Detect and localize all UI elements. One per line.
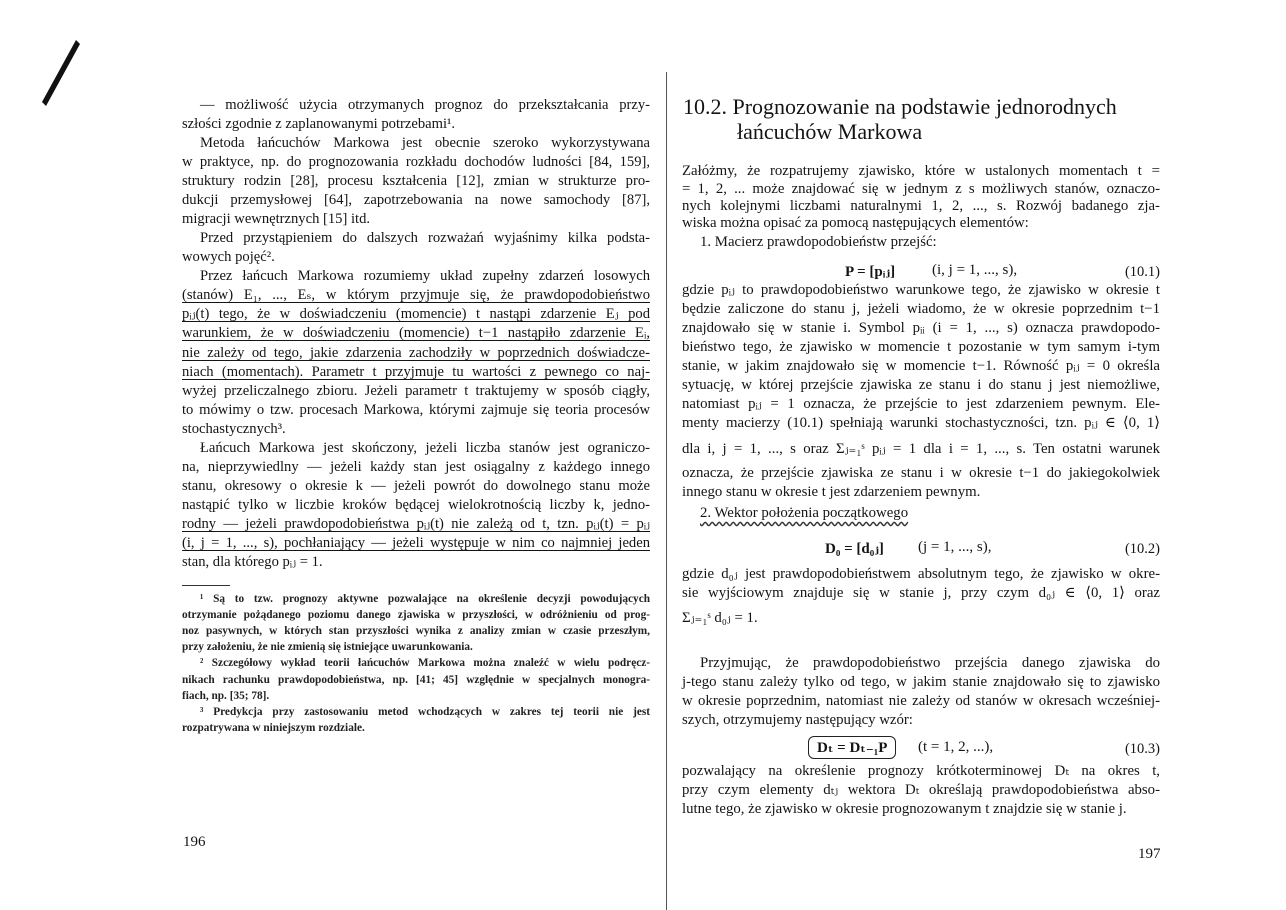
text-line: sytuację, w której przejście zjawiska ze stanu i do stanu j jest niemożliwe, bbox=[682, 377, 1160, 393]
text-line: stanu, okresowy o okresie k — jeżeli powrót do dowolnego stanu może bbox=[182, 478, 650, 494]
equation-formula: P = [pᵢⱼ] bbox=[845, 264, 896, 280]
section-heading-line1: 10.2. Prognozowanie na podstawie jednorodnych bbox=[683, 94, 1117, 119]
page-number-left: 196 bbox=[183, 834, 206, 850]
text-line: menty macierzy (10.1) spełniają warunki stochastyczności, tzn. pᵢⱼ ∈ ⟨0, 1⟩ bbox=[682, 415, 1160, 431]
footnote-line: fiach, np. [35; 78]. bbox=[182, 690, 270, 702]
text-line: szych, otrzymujemy następujący wzór: bbox=[682, 712, 913, 728]
footnote-line: ³ Predykcja przy zastosowaniu metod wchodzących w zakres tej teorii nie jest bbox=[200, 706, 650, 718]
text-line: nie zależy od tego, jakie zdarzenia zachodziły w poprzednich doświadcze- bbox=[182, 345, 650, 361]
section-heading-line2: łańcuchów Markowa bbox=[737, 119, 923, 144]
text-line: w okresie poprzednim, natomiast nie zależy od stanów w okresach wcześniej- bbox=[682, 693, 1160, 709]
footnote-rule bbox=[182, 585, 230, 586]
text-line: natomiast pᵢⱼ = 1 oznacza, że przejście to jest zdarzeniem pewnym. Ele- bbox=[682, 396, 1160, 412]
text-line: szłości zgodnie z zaplanowanymi potrzebami¹. bbox=[182, 116, 456, 132]
equation-formula: D₀ = [d₀ⱼ] bbox=[825, 541, 884, 557]
text-line: rodny — jeżeli prawdopodobieństwa pᵢⱼ(t) nie zależą od t, tzn. pᵢⱼ(t) = pᵢⱼ bbox=[182, 516, 650, 532]
footnote-line: otrzymanie pożądanego poziomu danego zjawiska w przyszłości, w odróżnieniu od prog- bbox=[182, 609, 650, 621]
equation-number: (10.3) bbox=[1124, 741, 1160, 757]
text-line: bieństwo tego, że zjawisko w momencie t pozostanie w tym samym i-tym bbox=[682, 339, 1160, 355]
text-line: pozwalający na określenie prognozy krótkoterminowej Dₜ na okres t, bbox=[682, 763, 1160, 779]
text-line: stanie, w jakim znajdowało się w momencie t−1. Równość pᵢⱼ = 0 określa bbox=[682, 358, 1160, 374]
text-line: gdzie d₀ⱼ jest prawdopodobieństwem absolutnym tego, że zjawisko w okre- bbox=[682, 566, 1160, 582]
scan-corner-mark bbox=[40, 40, 80, 110]
footnote-line: ² Szczegółowy wykład teorii łańcuchów Markowa można znaleźć w wielu podręcz- bbox=[200, 657, 650, 669]
text-line: będzie zaliczone do stanu j, jeżeli wiadomo, że w okresie poprzednim t−1 bbox=[682, 301, 1160, 317]
text-line: stan, dla którego pᵢⱼ = 1. bbox=[182, 554, 323, 570]
text-line: innego stanu w okresie t jest zdarzeniem pewnym. bbox=[682, 484, 981, 500]
text-line: (i, j = 1, ..., s), pochłaniający — jeżeli występuje w nim co najmniej jeden bbox=[182, 535, 650, 551]
equation-number: (10.2) bbox=[1124, 541, 1160, 557]
text-line: wowych pojęć². bbox=[182, 249, 275, 265]
text-line: Łańcuch Markowa jest skończony, jeżeli liczba stanów jest ograniczo- bbox=[200, 440, 650, 456]
page-gutter bbox=[666, 72, 667, 910]
text-line: nastąpić tylko w liczbie kroków będącej wielokrotnością liczby k, jedno- bbox=[182, 497, 650, 513]
text-line: przy czym elementy dₜⱼ wektora Dₜ określają prawdopodobieństwa abso- bbox=[682, 782, 1160, 798]
text-line: wyżej przeliczalnego zbioru. Jeżeli parametr t traktujemy w sposób ciągły, bbox=[182, 383, 650, 399]
footnote-line: nikach rachunku prawdopodobieństwa, np. [41; 45] względnie w specjalnych monogra- bbox=[182, 674, 650, 686]
text-line: = 1, 2, ... może znajdować się w jednym z s możliwych stanów, oznaczo- bbox=[682, 181, 1160, 197]
text-line: — możliwość użycia otrzymanych prognoz do przekształcania przy- bbox=[200, 97, 650, 113]
text-line: wiska można opisać za pomocą następujących elementów: bbox=[682, 215, 1029, 231]
footnote-line: przy założeniu, że nie zmienią się istniejące uwarunkowania. bbox=[182, 641, 473, 653]
equation-condition: (t = 1, 2, ...), bbox=[918, 739, 994, 755]
equation-number: (10.1) bbox=[1124, 264, 1160, 280]
text-line: dla i, j = 1, ..., s oraz Σⱼ₌₁ˢ pᵢⱼ = 1 dla i = 1, ..., s. Ten ostatni warunek bbox=[682, 441, 1160, 457]
text-line: to mówimy o tzw. procesach Markowa, którymi zajmuje się teoria procesów bbox=[182, 402, 650, 418]
text-line: dukcji przemysłowej [64], zapotrzebowania na nowe samochody [87], bbox=[182, 192, 650, 208]
text-line: w praktyce, np. do prognozowania rozkładu dochodów ludności [84, 159], bbox=[182, 154, 650, 170]
text-line: Załóżmy, że rozpatrujemy zjawisko, które w ustalonych momentach t = bbox=[682, 163, 1160, 179]
text-line: pᵢⱼ(t) tego, że w doświadczeniu (momencie) t nastąpi zdarzenie Eⱼ pod bbox=[182, 306, 650, 322]
page-number-right: 197 bbox=[1138, 846, 1161, 862]
equation-condition: (j = 1, ..., s), bbox=[918, 539, 992, 555]
text-line: nych kolejnymi liczbami naturalnymi 1, 2, ..., s. Rozwój badanego zja- bbox=[682, 198, 1160, 214]
text-line: sie wyjściowym znajduje się w stanie j, przy czym d₀ⱼ ∈ ⟨0, 1⟩ oraz bbox=[682, 585, 1160, 601]
text-line: Przez łańcuch Markowa rozumiemy układ zupełny zdarzeń losowych bbox=[200, 268, 650, 284]
text-line: 1. Macierz prawdopodobieństw przejść: bbox=[700, 234, 937, 250]
text-line: niach (momentach). Parametr t przyjmuje tu wartości z pewnego co naj- bbox=[182, 364, 650, 380]
text-line: migracji wewnętrznych [15] itd. bbox=[182, 211, 371, 227]
text-line: j-tego stanu zależy tylko od tego, w jakim stanie znajdowało się to zjawisko bbox=[682, 674, 1160, 690]
text-line: oznacza, że przejście zjawiska ze stanu i w okresie t−1 do jakiegokolwiek bbox=[682, 465, 1160, 481]
text-line: Σⱼ₌₁ˢ d₀ⱼ = 1. bbox=[682, 610, 758, 626]
text-line: Przyjmując, że prawdopodobieństwo przejścia danego zjawiska do bbox=[700, 655, 1160, 671]
equation-formula: Dₜ = Dₜ₋₁P bbox=[808, 736, 896, 759]
text-line: warunkiem, że w doświadczeniu (momencie) t−1 nastąpiło zdarzenie Eᵢ, bbox=[182, 325, 650, 341]
text-line: Przed przystąpieniem do dalszych rozważań wyjaśnimy kilka podsta- bbox=[200, 230, 650, 246]
text-line: stochastycznych³. bbox=[182, 421, 286, 437]
footnote-line: rozpatrywana w niniejszym rozdziale. bbox=[182, 722, 365, 734]
footnote-line: ¹ Są to tzw. prognozy aktywne pozwalające na określenie decyzji powodujących bbox=[200, 593, 650, 605]
text-line: lutne tego, że zjawisko w okresie prognozowanym t znajdzie się w stanie j. bbox=[682, 801, 1127, 817]
text-line: 2. Wektor położenia początkowego bbox=[700, 505, 909, 521]
equation-condition: (i, j = 1, ..., s), bbox=[932, 262, 1018, 278]
text-line: znajdowało się w stanie i. Symbol pᵢᵢ (i = 1, ..., s) oznacza prawdopodo- bbox=[682, 320, 1160, 336]
text-line: gdzie pᵢⱼ to prawdopodobieństwo warunkowe tego, że zjawisko w okresie t bbox=[682, 282, 1160, 298]
text-line: Metoda łańcuchów Markowa jest obecnie szeroko wykorzystywana bbox=[200, 135, 650, 151]
text-line: struktury rodzin [28], procesu kształcenia [12], zmian w strukturze pro- bbox=[182, 173, 650, 189]
footnote-line: noz pasywnych, w których stan przyszłości wynika z analizy zmian w czasie przeszłym, bbox=[182, 625, 650, 637]
text-line: (stanów) E₁, ..., Eₛ, w którym przyjmuje się, że prawdopodobieństwo bbox=[182, 287, 650, 303]
text-line: na, nieprzywiedlny — jeżeli każdy stan jest osiągalny z każdego innego bbox=[182, 459, 650, 475]
